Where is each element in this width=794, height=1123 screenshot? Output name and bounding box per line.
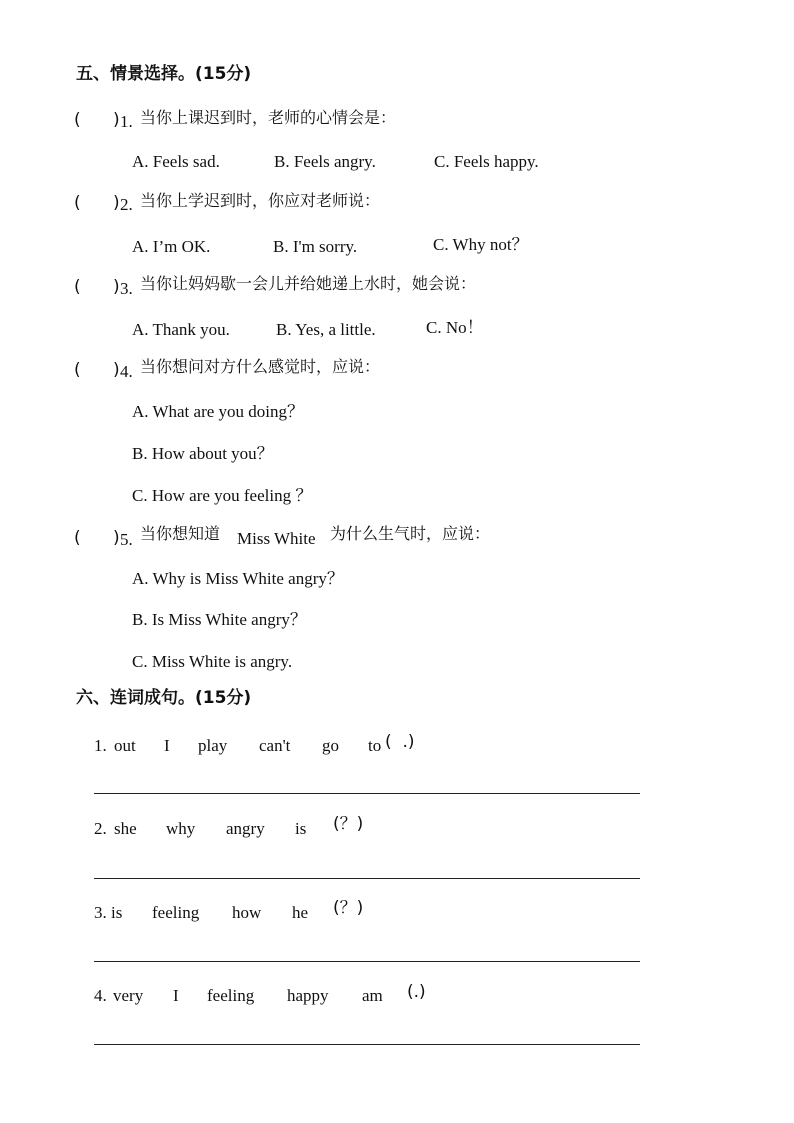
question-prompt: 当你上学迟到时，你应对老师说： bbox=[140, 191, 381, 210]
word-token: play bbox=[198, 736, 228, 755]
option-b: B. I'm sorry. bbox=[273, 237, 358, 256]
word-token: feeling bbox=[152, 903, 200, 922]
option-c: C. No！ bbox=[426, 318, 484, 337]
option-b: B. Yes, a little. bbox=[276, 320, 376, 339]
word-token: am bbox=[362, 986, 383, 1005]
option-a: A. Feels sad. bbox=[132, 152, 220, 171]
answer-line[interactable] bbox=[94, 793, 640, 794]
word-token: how bbox=[232, 903, 262, 922]
option-b: B. Is Miss White angry？ bbox=[132, 610, 307, 629]
answer-paren[interactable]: ( ) bbox=[74, 193, 120, 213]
word-token: to bbox=[368, 736, 382, 755]
answer-paren[interactable]: ( ) bbox=[74, 360, 120, 380]
word-token: is bbox=[111, 903, 123, 922]
question-prompt-part: 当你想知道 bbox=[140, 524, 221, 543]
option-c: C. Why not？ bbox=[433, 235, 529, 254]
question-number: 3. bbox=[120, 279, 133, 298]
question-prompt: 当你想问对方什么感觉时，应说： bbox=[140, 357, 381, 376]
answer-line[interactable] bbox=[94, 961, 640, 962]
punctuation-hint: (？) bbox=[333, 814, 364, 834]
word-token: happy bbox=[287, 986, 329, 1005]
option-c: C. How are you feeling ？ bbox=[132, 486, 313, 505]
option-a: A. What are you doing？ bbox=[132, 402, 305, 421]
item-number: 4. bbox=[94, 986, 107, 1005]
question-number: 2. bbox=[120, 195, 133, 214]
question-prompt-english: Miss White bbox=[237, 529, 316, 548]
word-token: very bbox=[113, 986, 144, 1005]
section-5-title: 五、情景选择。(15分) bbox=[76, 64, 252, 84]
word-token: angry bbox=[226, 819, 265, 838]
word-token: go bbox=[322, 736, 339, 755]
option-b: B. How about you？ bbox=[132, 444, 274, 463]
word-token: he bbox=[292, 903, 309, 922]
question-prompt: 当你让妈妈歇一会儿并给她递上水时，她会说： bbox=[140, 274, 477, 293]
option-b: B. Feels angry. bbox=[274, 152, 376, 171]
question-number: 4. bbox=[120, 362, 133, 381]
word-token: I bbox=[173, 986, 179, 1005]
word-token: can't bbox=[259, 736, 291, 755]
punctuation-hint: (.) bbox=[407, 982, 426, 1002]
item-number: 3. bbox=[94, 903, 107, 922]
answer-line[interactable] bbox=[94, 1044, 640, 1045]
word-token: out bbox=[114, 736, 136, 755]
option-a: A. Why is Miss White angry？ bbox=[132, 569, 344, 588]
section-6-title: 六、连词成句。(15分) bbox=[76, 688, 252, 708]
word-token: feeling bbox=[207, 986, 255, 1005]
option-a: A. Thank you. bbox=[132, 320, 230, 339]
question-prompt: 当你上课迟到时，老师的心情会是： bbox=[140, 108, 397, 127]
word-token: I bbox=[164, 736, 170, 755]
word-token: is bbox=[295, 819, 307, 838]
answer-paren[interactable]: ( ) bbox=[74, 110, 120, 130]
answer-paren[interactable]: ( ) bbox=[74, 528, 120, 548]
question-prompt-part: 为什么生气时，应说： bbox=[330, 524, 491, 543]
question-number: 5. bbox=[120, 530, 133, 549]
word-token: why bbox=[166, 819, 196, 838]
answer-paren[interactable]: ( ) bbox=[74, 277, 120, 297]
item-number: 1. bbox=[94, 736, 107, 755]
option-c: C. Feels happy. bbox=[434, 152, 539, 171]
punctuation-hint: ( .) bbox=[385, 732, 415, 752]
option-c: C. Miss White is angry. bbox=[132, 652, 293, 671]
option-a: A. I’m OK. bbox=[132, 237, 211, 256]
word-token: she bbox=[114, 819, 137, 838]
question-number: 1. bbox=[120, 112, 133, 131]
punctuation-hint: (？) bbox=[333, 898, 364, 918]
item-number: 2. bbox=[94, 819, 107, 838]
answer-line[interactable] bbox=[94, 878, 640, 879]
